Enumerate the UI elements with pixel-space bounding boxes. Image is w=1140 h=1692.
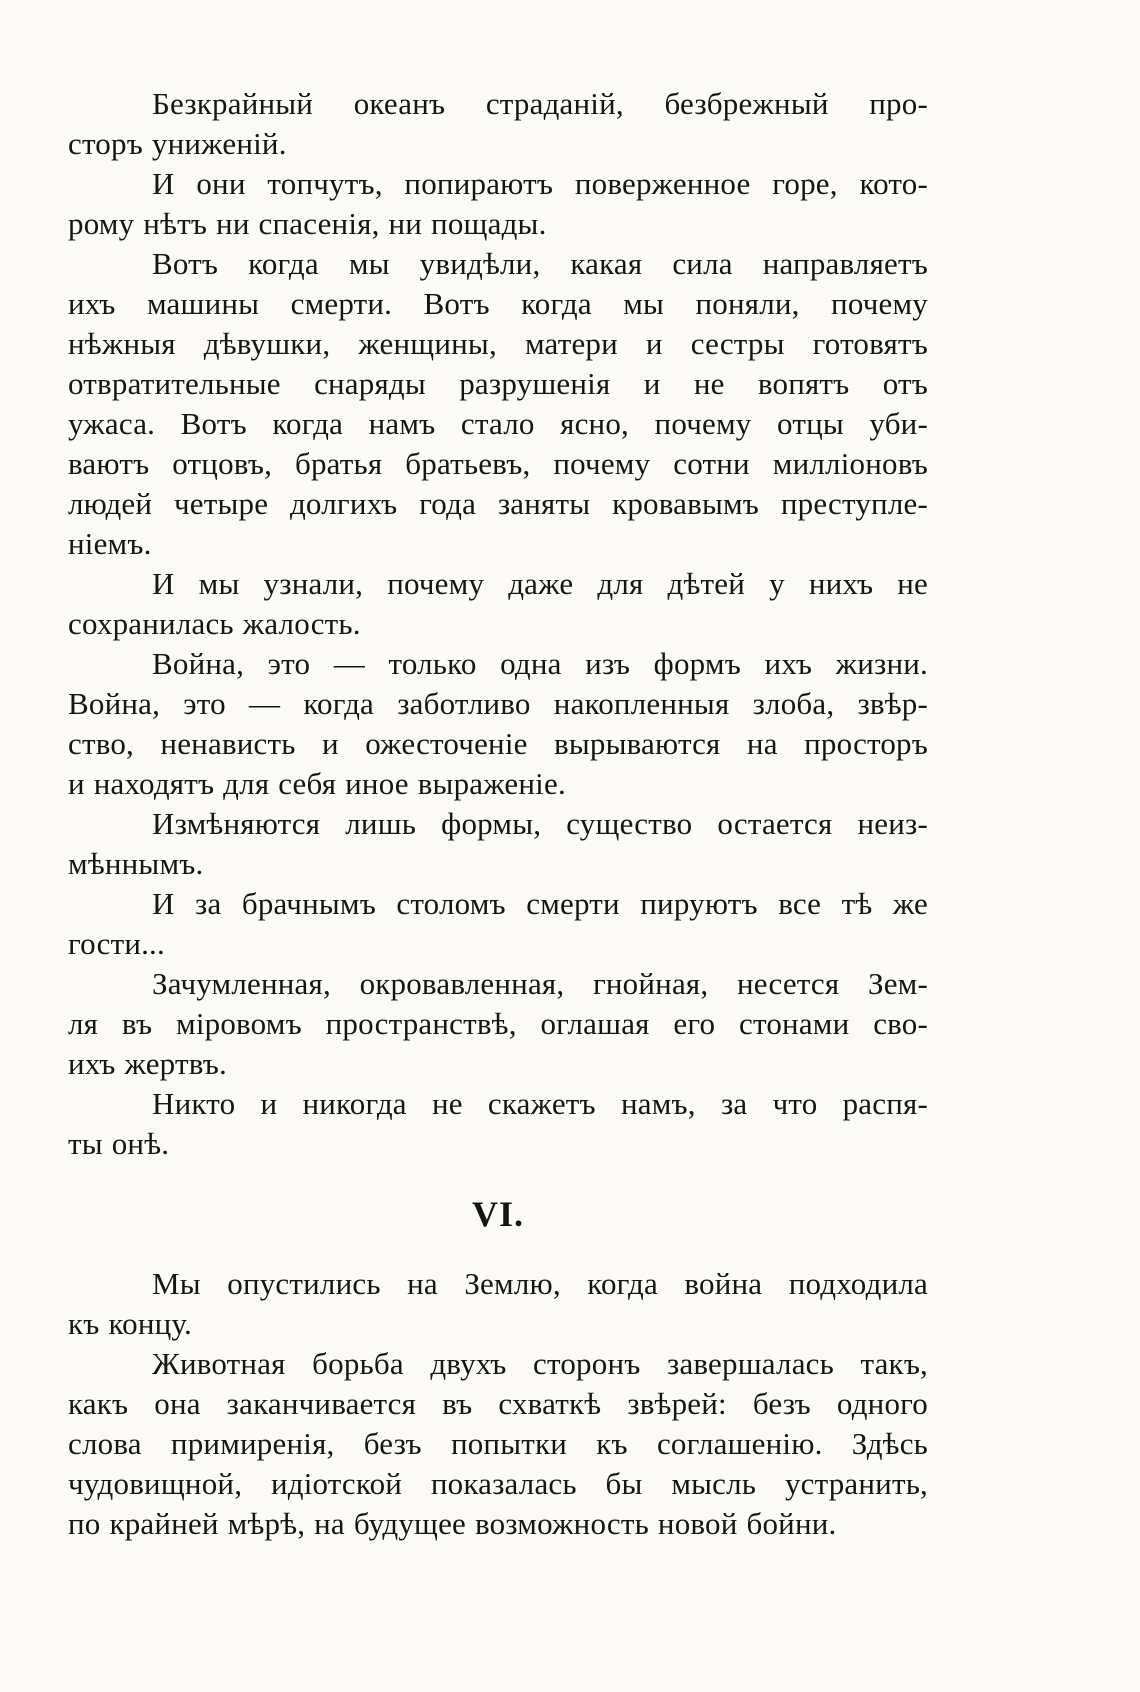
text-line: Никто и никогда не скажетъ намъ, за что распя- <box>152 1086 928 1121</box>
text-line: ніемъ. <box>68 526 152 561</box>
text-line: ихъ машины смерти. Вотъ когда мы поняли, почему <box>68 286 928 321</box>
text-line: Война, это — когда заботливо накопленныя злоба, звѣр- <box>68 686 928 721</box>
text-line: Зачумленная, окровавленная, гнойная, несется Зем- <box>152 966 928 1001</box>
paragraph <box>68 84 928 164</box>
text-line: Мы опустились на Землю, когда война подходила <box>152 1266 928 1301</box>
text-line: И они топчутъ, попираютъ поверженное горе, кото- <box>152 166 928 201</box>
text-line: слова примиренія, безъ попытки къ соглашенію. Здѣсь <box>68 1426 928 1461</box>
text-line: къ концу. <box>68 1306 192 1341</box>
paragraph <box>68 1264 928 1344</box>
paragraph <box>68 964 928 1084</box>
text-line: И за брачнымъ столомъ смерти пируютъ все тѣ же <box>152 886 928 921</box>
text-line: ужаса. Вотъ когда намъ стало ясно, почему отцы уби- <box>68 406 928 441</box>
text-block-chapter-six <box>68 1264 928 1544</box>
text-line: людей четыре долгихъ года заняты кровавымъ преступле- <box>68 486 928 521</box>
paragraph <box>68 164 928 244</box>
paragraph <box>68 244 928 564</box>
text-line: рому нѣтъ ни спасенія, ни пощады. <box>68 206 547 241</box>
text-line: мѣннымъ. <box>68 846 204 881</box>
paragraph <box>68 804 928 884</box>
text-line: Измѣняются лишь формы, существо остается неиз- <box>152 806 928 841</box>
text-line: сохранилась жалость. <box>68 606 361 641</box>
text-line: сторъ униженій. <box>68 126 287 161</box>
text-line: ваютъ отцовъ, братья братьевъ, почему сотни милліоновъ <box>68 446 928 481</box>
paragraph <box>68 884 928 964</box>
text-line: по крайней мѣрѣ, на будущее возможность новой бойни. <box>68 1506 837 1541</box>
text-line: чудовищной, идіотской показалась бы мысль устранить, <box>68 1466 928 1501</box>
text-line: ихъ жертвъ. <box>68 1046 227 1081</box>
text-line: Война, это — только одна изъ формъ ихъ жизни. <box>152 646 928 681</box>
paragraph <box>68 564 928 644</box>
text-block-before-chapter <box>68 84 928 1164</box>
text-line: ство, ненависть и ожесточеніе вырываются на просторъ <box>68 726 928 761</box>
text-line: и находятъ для себя иное выраженіе. <box>68 766 566 801</box>
text-line: Безкрайный океанъ страданій, безбрежный про- <box>152 86 928 121</box>
text-line: какъ она заканчивается въ схваткѣ звѣрей: безъ одного <box>68 1386 928 1421</box>
text-line: отвратительные снаряды разрушенія и не вопятъ отъ <box>68 366 928 401</box>
text-line: ля въ міровомъ пространствѣ, оглашая его стонами сво- <box>68 1006 928 1041</box>
text-line: И мы узнали, почему даже для дѣтей у нихъ не <box>152 566 928 601</box>
book-page <box>68 84 928 1544</box>
text-line: ты онѣ. <box>68 1126 170 1161</box>
paragraph <box>68 1344 928 1544</box>
text-line: нѣжныя дѣвушки, женщины, матери и сестры готовятъ <box>68 326 928 361</box>
text-line: Животная борьба двухъ сторонъ завершалась такъ, <box>152 1346 928 1381</box>
chapter-heading: VI. <box>471 1194 524 1234</box>
text-line: Вотъ когда мы увидѣли, какая сила направляетъ <box>152 246 928 281</box>
paragraph <box>68 644 928 804</box>
text-line: гости... <box>68 926 165 961</box>
paragraph <box>68 1084 928 1164</box>
